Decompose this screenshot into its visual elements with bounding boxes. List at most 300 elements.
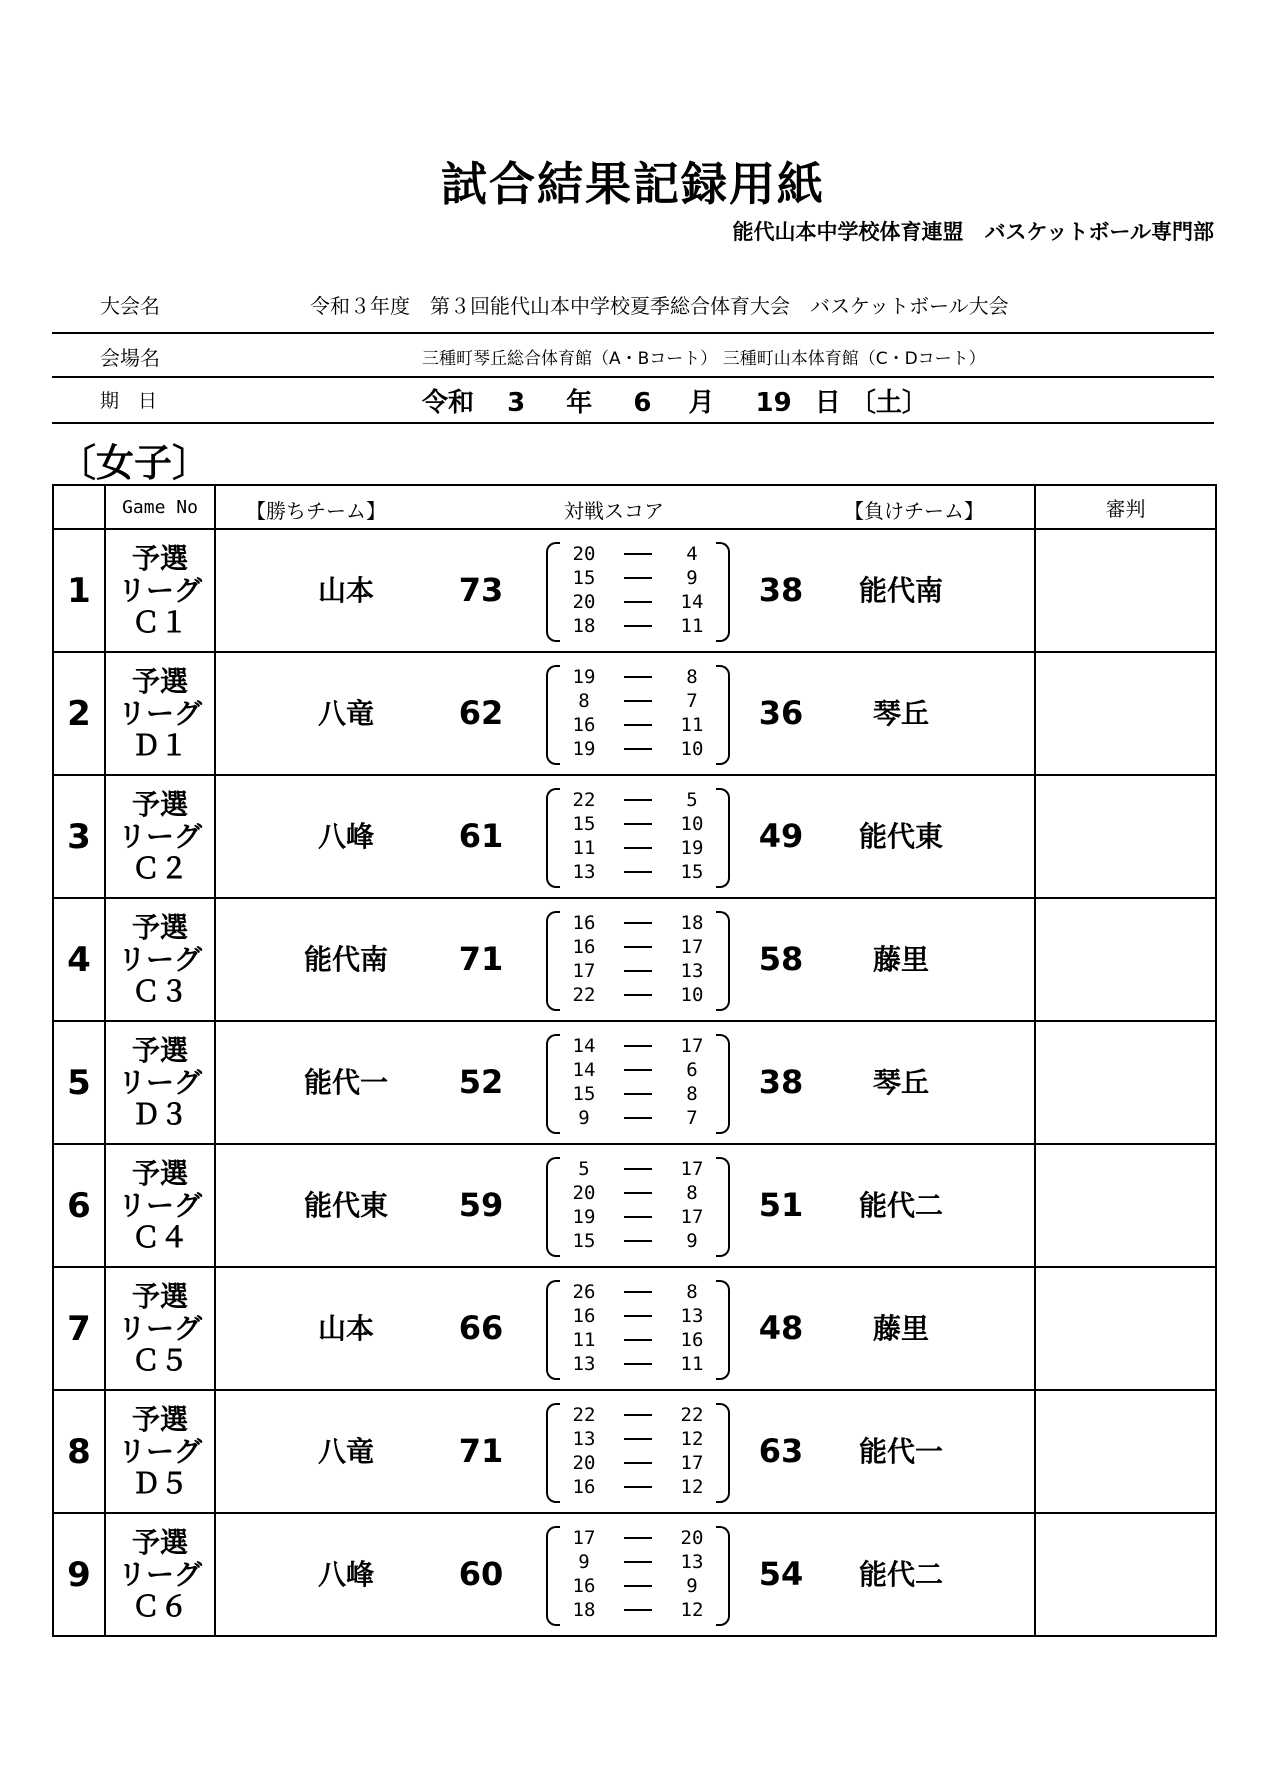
referee-cell[interactable] — [1035, 1513, 1216, 1636]
quarter-loser-score: 19 — [680, 837, 704, 859]
table-row — [53, 898, 1216, 1021]
header-loser: 【負けチーム】 — [844, 499, 984, 523]
quarter-score-row — [562, 1229, 714, 1253]
quarter-winner-score: 16 — [572, 1476, 596, 1498]
row-number: 7 — [53, 1267, 105, 1390]
quarter-loser-score: 17 — [680, 1158, 704, 1180]
quarter-winner-score: 13 — [572, 1353, 596, 1375]
quarter-loser-score: 7 — [686, 1107, 698, 1129]
loser-team: 能代二 — [858, 1558, 943, 1591]
match-cell — [215, 1144, 1035, 1267]
game-code: Ｃ２ — [131, 851, 188, 885]
quarter-winner-score: 15 — [572, 1083, 596, 1105]
loser-team: 藤里 — [872, 1312, 929, 1345]
page-title: 試合結果記録用紙 — [441, 157, 825, 211]
winner-total: 60 — [458, 1555, 504, 1593]
quarter-dash — [624, 994, 652, 996]
quarter-loser-score: 8 — [686, 1281, 698, 1303]
quarter-score-row — [562, 1403, 714, 1427]
quarter-scores — [546, 1403, 730, 1501]
quarter-dash — [624, 1291, 652, 1293]
loser-team: 能代南 — [858, 574, 943, 607]
quarter-winner-score: 5 — [578, 1158, 590, 1180]
winner-team: 八竜 — [317, 1435, 374, 1468]
venue-name: 三種町琴丘総合体育館（A・Bコート） 三種町山本体育館（C・Dコート） — [422, 349, 986, 369]
quarter-winner-score: 16 — [572, 1305, 596, 1327]
table-row — [53, 1390, 1216, 1513]
organization-name: 能代山本中学校体育連盟 バスケットボール専門部 — [732, 220, 1214, 244]
table-row — [53, 1267, 1216, 1390]
quarter-score-row — [562, 1157, 714, 1181]
date-month: 6 — [633, 388, 652, 418]
game-number — [105, 1513, 215, 1636]
quarter-score-row — [562, 1280, 714, 1304]
game-number — [105, 1390, 215, 1513]
header-score: 対戦スコア — [564, 499, 664, 523]
quarter-loser-score: 17 — [680, 1452, 704, 1474]
date-year-unit: 年 — [566, 388, 593, 418]
loser-team: 能代二 — [858, 1189, 943, 1222]
left-bracket — [546, 1526, 560, 1626]
quarter-loser-score: 10 — [680, 984, 704, 1006]
referee-cell[interactable] — [1035, 1267, 1216, 1390]
match-cell — [215, 1267, 1035, 1390]
row-number: 3 — [53, 775, 105, 898]
quarter-winner-score: 11 — [572, 837, 596, 859]
quarter-dash — [624, 700, 652, 702]
game-stage: 予選 — [131, 787, 188, 821]
quarter-loser-score: 8 — [686, 1182, 698, 1204]
quarter-dash — [624, 1486, 652, 1488]
game-code: Ｃ１ — [131, 605, 188, 639]
game-stage: 予選 — [131, 1033, 188, 1067]
quarter-score-row — [562, 1352, 714, 1376]
quarter-score-row — [562, 1451, 714, 1475]
quarter-score-row — [562, 1427, 714, 1451]
quarter-dash — [624, 1216, 652, 1218]
right-bracket — [716, 788, 730, 888]
quarter-score-row — [562, 1304, 714, 1328]
quarter-dash — [624, 1561, 652, 1563]
left-bracket — [546, 665, 560, 765]
quarter-score-row — [562, 812, 714, 836]
quarter-winner-score: 8 — [578, 690, 590, 712]
quarter-score-row — [562, 665, 714, 689]
game-stage: 予選 — [131, 1279, 188, 1313]
quarter-dash — [624, 553, 652, 555]
winner-team: 能代一 — [303, 1066, 388, 1099]
winner-team: 八峰 — [317, 1558, 374, 1591]
row-number: 2 — [53, 652, 105, 775]
quarter-winner-score: 18 — [572, 1599, 596, 1621]
header-referee: 審判 — [1035, 485, 1216, 529]
game-number — [105, 775, 215, 898]
quarter-score-row — [562, 566, 714, 590]
winner-team: 山本 — [317, 574, 374, 607]
quarter-scores — [546, 1280, 730, 1378]
right-bracket — [716, 1157, 730, 1257]
tournament-label: 大会名 — [100, 294, 160, 318]
quarter-loser-score: 11 — [680, 1353, 704, 1375]
game-number — [105, 1021, 215, 1144]
right-bracket — [716, 1034, 730, 1134]
winner-team: 山本 — [317, 1312, 374, 1345]
game-number — [105, 652, 215, 775]
quarter-scores — [546, 911, 730, 1009]
date-era: 令和 — [422, 388, 475, 418]
referee-cell[interactable] — [1035, 775, 1216, 898]
quarter-winner-score: 19 — [572, 1206, 596, 1228]
quarter-dash — [624, 799, 652, 801]
game-league: リーグ — [117, 1188, 202, 1222]
referee-cell[interactable] — [1035, 1021, 1216, 1144]
left-bracket — [546, 1034, 560, 1134]
quarter-winner-score: 15 — [572, 567, 596, 589]
quarter-winner-score: 16 — [572, 912, 596, 934]
quarter-scores — [546, 1034, 730, 1132]
game-league: リーグ — [117, 1557, 202, 1591]
game-code: Ｃ５ — [131, 1343, 188, 1377]
loser-total: 63 — [758, 1432, 804, 1470]
game-stage: 予選 — [131, 1156, 188, 1190]
quarter-score-row — [562, 911, 714, 935]
right-bracket — [716, 1280, 730, 1380]
table-row — [53, 652, 1216, 775]
table-row — [53, 1513, 1216, 1636]
quarter-dash — [624, 1192, 652, 1194]
quarter-loser-score: 7 — [686, 690, 698, 712]
game-stage: 予選 — [131, 1525, 188, 1559]
match-cell — [215, 898, 1035, 1021]
quarter-score-row — [562, 860, 714, 884]
quarter-score-row — [562, 542, 714, 566]
quarter-loser-score: 14 — [680, 591, 704, 613]
quarter-loser-score: 17 — [680, 1206, 704, 1228]
winner-total: 61 — [458, 817, 504, 855]
quarter-loser-score: 15 — [680, 861, 704, 883]
quarter-dash — [624, 625, 652, 627]
quarter-dash — [624, 1240, 652, 1242]
quarter-winner-score: 22 — [572, 789, 596, 811]
quarter-dash — [624, 1093, 652, 1095]
quarter-winner-score: 22 — [572, 1404, 596, 1426]
venue-row — [52, 334, 1214, 378]
quarter-loser-score: 6 — [686, 1059, 698, 1081]
quarter-loser-score: 22 — [680, 1404, 704, 1426]
game-code: Ｃ４ — [131, 1220, 188, 1254]
date-row — [52, 378, 1214, 424]
winner-total: 62 — [458, 694, 504, 732]
match-cell — [215, 1390, 1035, 1513]
quarter-dash — [624, 922, 652, 924]
game-code: Ｄ３ — [131, 1097, 188, 1131]
quarter-winner-score: 20 — [572, 543, 596, 565]
quarter-score-row — [562, 1034, 714, 1058]
venue-label: 会場名 — [100, 346, 160, 370]
loser-total: 49 — [758, 817, 804, 855]
quarter-dash — [624, 823, 652, 825]
quarter-score-row — [562, 1106, 714, 1130]
quarter-score-row — [562, 1181, 714, 1205]
match-cell — [215, 652, 1035, 775]
quarter-winner-score: 19 — [572, 666, 596, 688]
game-number — [105, 1267, 215, 1390]
table-row — [53, 1021, 1216, 1144]
referee-cell[interactable] — [1035, 898, 1216, 1021]
quarter-dash — [624, 1045, 652, 1047]
winner-total: 66 — [458, 1309, 504, 1347]
left-bracket — [546, 542, 560, 642]
quarter-dash — [624, 1585, 652, 1587]
quarter-loser-score: 12 — [680, 1476, 704, 1498]
quarter-loser-score: 8 — [686, 666, 698, 688]
match-cell — [215, 775, 1035, 898]
right-bracket — [716, 911, 730, 1011]
quarter-scores — [546, 665, 730, 763]
winner-total: 71 — [458, 940, 504, 978]
quarter-loser-score: 12 — [680, 1428, 704, 1450]
quarter-winner-score: 20 — [572, 1452, 596, 1474]
match-cell — [215, 529, 1035, 652]
quarter-dash — [624, 970, 652, 972]
header-match — [215, 485, 1035, 529]
quarter-dash — [624, 1168, 652, 1170]
quarter-loser-score: 13 — [680, 1551, 704, 1573]
left-bracket — [546, 788, 560, 888]
quarter-dash — [624, 1339, 652, 1341]
quarter-loser-score: 16 — [680, 1329, 704, 1351]
table-header-row — [53, 485, 1216, 529]
section-title: 〔女子〕 — [58, 441, 211, 485]
winner-total: 59 — [458, 1186, 504, 1224]
quarter-dash — [624, 748, 652, 750]
right-bracket — [716, 665, 730, 765]
quarter-winner-score: 9 — [578, 1551, 590, 1573]
quarter-score-row — [562, 1328, 714, 1352]
table-row — [53, 775, 1216, 898]
loser-team: 能代一 — [858, 1435, 943, 1468]
quarter-score-row — [562, 1082, 714, 1106]
winner-team: 八竜 — [317, 697, 374, 730]
game-league: リーグ — [117, 573, 202, 607]
quarter-winner-score: 16 — [572, 936, 596, 958]
quarter-score-row — [562, 1598, 714, 1622]
quarter-winner-score: 19 — [572, 738, 596, 760]
date-value — [422, 382, 928, 419]
quarter-dash — [624, 1462, 652, 1464]
quarter-winner-score: 14 — [572, 1035, 596, 1057]
table-row — [53, 529, 1216, 652]
row-number: 5 — [53, 1021, 105, 1144]
quarter-dash — [624, 1609, 652, 1611]
loser-total: 38 — [758, 1063, 804, 1101]
left-bracket — [546, 911, 560, 1011]
quarter-dash — [624, 676, 652, 678]
winner-total: 73 — [458, 571, 504, 609]
quarter-dash — [624, 1537, 652, 1539]
quarter-dash — [624, 577, 652, 579]
quarter-score-row — [562, 713, 714, 737]
quarter-winner-score: 20 — [572, 1182, 596, 1204]
quarter-dash — [624, 1363, 652, 1365]
referee-cell[interactable] — [1035, 529, 1216, 652]
winner-total: 71 — [458, 1432, 504, 1470]
game-league: リーグ — [117, 696, 202, 730]
quarter-winner-score: 13 — [572, 1428, 596, 1450]
winner-team: 八峰 — [317, 820, 374, 853]
loser-total: 36 — [758, 694, 804, 732]
quarter-dash — [624, 1315, 652, 1317]
quarter-loser-score: 17 — [680, 1035, 704, 1057]
quarter-loser-score: 18 — [680, 912, 704, 934]
quarter-loser-score: 13 — [680, 960, 704, 982]
referee-cell[interactable] — [1035, 1390, 1216, 1513]
winner-team: 能代南 — [303, 943, 388, 976]
quarter-dash — [624, 601, 652, 603]
quarter-dash — [624, 946, 652, 948]
left-bracket — [546, 1403, 560, 1503]
game-number — [105, 1144, 215, 1267]
row-number: 9 — [53, 1513, 105, 1636]
quarter-dash — [624, 871, 652, 873]
loser-total: 58 — [758, 940, 804, 978]
quarter-score-row — [562, 935, 714, 959]
date-weekday: 〔土〕 — [849, 388, 928, 418]
game-stage: 予選 — [131, 664, 188, 698]
quarter-winner-score: 16 — [572, 714, 596, 736]
right-bracket — [716, 542, 730, 642]
quarter-winner-score: 13 — [572, 861, 596, 883]
quarter-dash — [624, 1414, 652, 1416]
quarter-winner-score: 26 — [572, 1281, 596, 1303]
quarter-loser-score: 5 — [686, 789, 698, 811]
game-league: リーグ — [117, 1434, 202, 1468]
quarter-score-row — [562, 1574, 714, 1598]
quarter-winner-score: 14 — [572, 1059, 596, 1081]
quarter-score-row — [562, 788, 714, 812]
quarter-dash — [624, 847, 652, 849]
quarter-scores — [546, 1526, 730, 1624]
quarter-score-row — [562, 1205, 714, 1229]
header-winner: 【勝ちチーム】 — [246, 499, 386, 523]
loser-team: 藤里 — [872, 943, 929, 976]
game-code: Ｄ１ — [131, 728, 188, 762]
left-bracket — [546, 1280, 560, 1380]
quarter-loser-score: 9 — [686, 1230, 698, 1252]
quarter-winner-score: 15 — [572, 1230, 596, 1252]
quarter-loser-score: 9 — [686, 567, 698, 589]
winner-team: 能代東 — [303, 1189, 388, 1222]
row-number: 8 — [53, 1390, 105, 1513]
header-game-no: Game No — [105, 485, 215, 529]
right-bracket — [716, 1526, 730, 1626]
match-cell — [215, 1513, 1035, 1636]
quarter-loser-score: 4 — [686, 543, 698, 565]
loser-team: 琴丘 — [872, 1066, 929, 1099]
quarter-score-row — [562, 590, 714, 614]
quarter-winner-score: 17 — [572, 960, 596, 982]
quarter-winner-score: 17 — [572, 1527, 596, 1549]
date-day-unit: 日 — [814, 388, 841, 418]
game-stage: 予選 — [131, 910, 188, 944]
game-code: Ｃ３ — [131, 974, 188, 1008]
quarter-score-row — [562, 1058, 714, 1082]
game-league: リーグ — [117, 942, 202, 976]
referee-cell[interactable] — [1035, 652, 1216, 775]
tournament-row — [52, 280, 1214, 334]
game-stage: 予選 — [131, 1402, 188, 1436]
quarter-loser-score: 12 — [680, 1599, 704, 1621]
row-number: 1 — [53, 529, 105, 652]
left-bracket — [546, 1157, 560, 1257]
quarter-loser-score: 10 — [680, 813, 704, 835]
table-row — [53, 1144, 1216, 1267]
loser-total: 38 — [758, 571, 804, 609]
quarter-winner-score: 20 — [572, 591, 596, 613]
quarter-score-row — [562, 1475, 714, 1499]
quarter-loser-score: 13 — [680, 1305, 704, 1327]
loser-total: 54 — [758, 1555, 804, 1593]
game-number — [105, 898, 215, 1021]
quarter-loser-score: 17 — [680, 936, 704, 958]
game-stage: 予選 — [131, 541, 188, 575]
quarter-loser-score: 10 — [680, 738, 704, 760]
quarter-loser-score: 8 — [686, 1083, 698, 1105]
quarter-loser-score: 9 — [686, 1575, 698, 1597]
loser-team: 能代東 — [858, 820, 943, 853]
quarter-score-row — [562, 737, 714, 761]
quarter-scores — [546, 788, 730, 886]
tournament-name: 令和３年度 第３回能代山本中学校夏季総合体育大会 バスケットボール大会 — [310, 294, 1009, 318]
winner-total: 52 — [458, 1063, 504, 1101]
quarter-winner-score: 15 — [572, 813, 596, 835]
date-day: 19 — [755, 388, 792, 418]
row-number: 4 — [53, 898, 105, 1021]
quarter-score-row — [562, 1526, 714, 1550]
game-league: リーグ — [117, 819, 202, 853]
game-league: リーグ — [117, 1311, 202, 1345]
quarter-score-row — [562, 959, 714, 983]
results-table — [52, 484, 1217, 1637]
loser-team: 琴丘 — [872, 697, 929, 730]
row-number: 6 — [53, 1144, 105, 1267]
quarter-dash — [624, 1069, 652, 1071]
quarter-winner-score: 11 — [572, 1329, 596, 1351]
quarter-winner-score: 16 — [572, 1575, 596, 1597]
loser-total: 48 — [758, 1309, 804, 1347]
game-code: Ｃ６ — [131, 1589, 188, 1623]
quarter-score-row — [562, 689, 714, 713]
quarter-scores — [546, 542, 730, 640]
quarter-winner-score: 9 — [578, 1107, 590, 1129]
quarter-score-row — [562, 983, 714, 1007]
quarter-dash — [624, 724, 652, 726]
quarter-loser-score: 11 — [680, 714, 704, 736]
quarter-loser-score: 20 — [680, 1527, 704, 1549]
right-bracket — [716, 1403, 730, 1503]
game-code: Ｄ５ — [131, 1466, 188, 1500]
quarter-score-row — [562, 1550, 714, 1574]
date-label: 期 日 — [100, 390, 158, 412]
game-league: リーグ — [117, 1065, 202, 1099]
quarter-dash — [624, 1438, 652, 1440]
quarter-dash — [624, 1117, 652, 1119]
date-month-unit: 月 — [688, 388, 715, 418]
referee-cell[interactable] — [1035, 1144, 1216, 1267]
match-cell — [215, 1021, 1035, 1144]
quarter-scores — [546, 1157, 730, 1255]
quarter-score-row — [562, 836, 714, 860]
